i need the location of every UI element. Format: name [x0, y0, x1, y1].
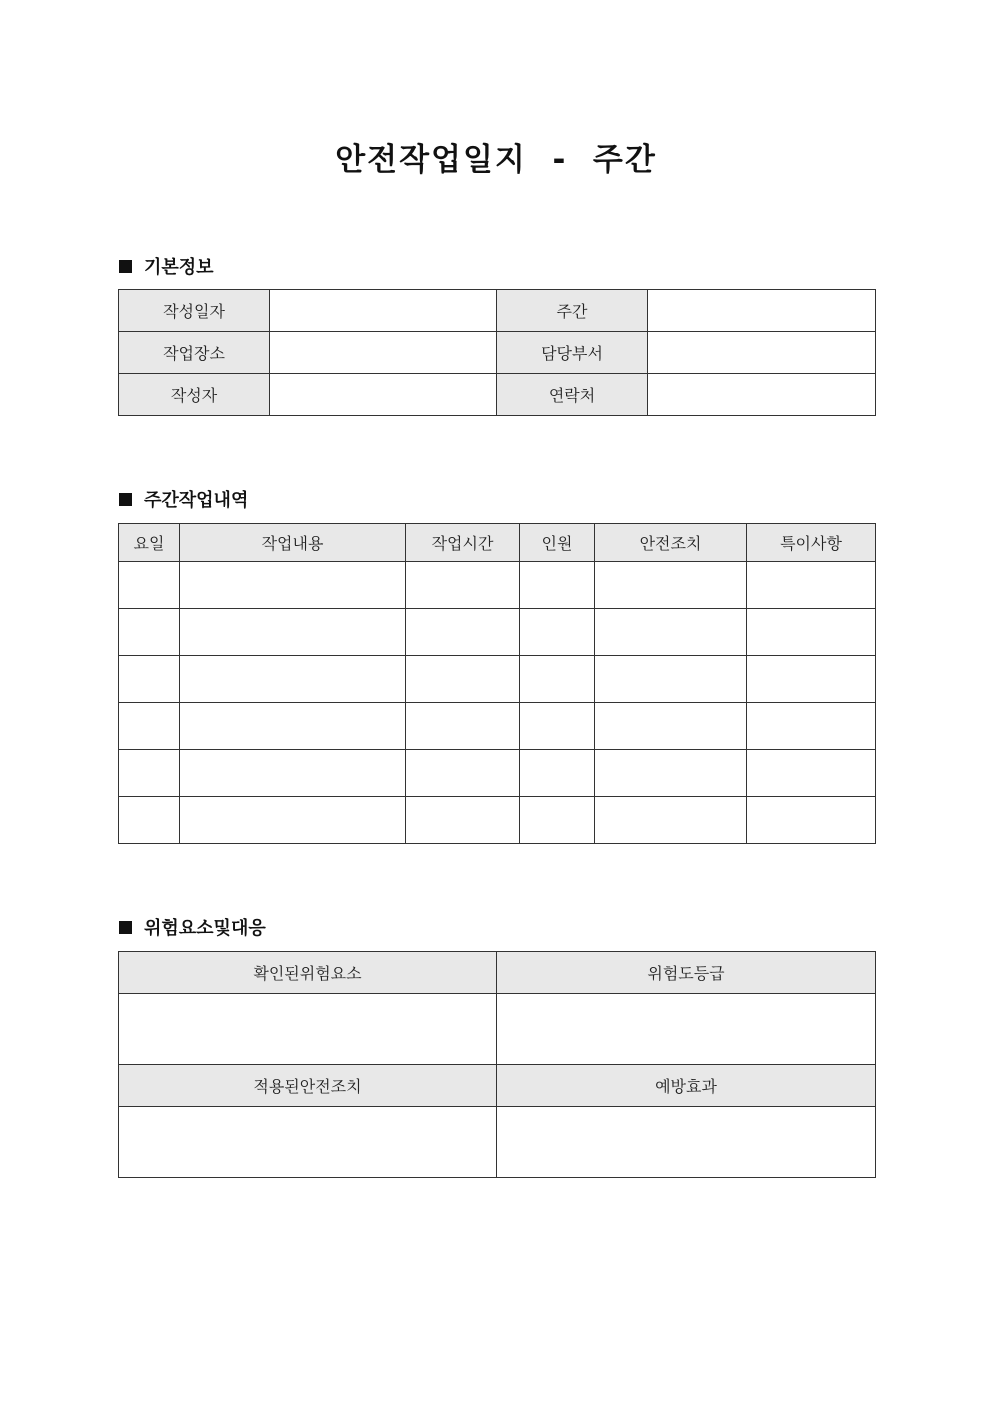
table-row — [119, 656, 876, 703]
risk-level-field[interactable] — [497, 994, 876, 1065]
table-row — [119, 750, 876, 797]
work-time-cell[interactable] — [406, 797, 520, 844]
safety-measures-cell[interactable] — [595, 750, 747, 797]
personnel-cell[interactable] — [520, 656, 595, 703]
section-heading-weekly-work — [119, 486, 248, 512]
safety-measures-cell[interactable] — [595, 703, 747, 750]
table-header-row — [119, 952, 876, 994]
work-content-cell[interactable] — [180, 562, 406, 609]
column-header-work-content: 작업내용 — [180, 524, 406, 562]
work-time-cell[interactable] — [406, 750, 520, 797]
weekly-work-table — [118, 523, 876, 844]
remarks-cell[interactable] — [747, 562, 876, 609]
personnel-cell[interactable] — [520, 797, 595, 844]
column-header-identified-risks: 확인된위험요소 — [119, 952, 497, 994]
day-cell[interactable] — [119, 703, 180, 750]
table-row — [119, 797, 876, 844]
basic-info-table — [118, 289, 876, 416]
square-bullet-icon — [119, 493, 132, 506]
work-time-cell[interactable] — [406, 703, 520, 750]
safety-measures-cell[interactable] — [595, 562, 747, 609]
author-date-label: 작성일자 — [119, 290, 270, 332]
safety-measures-cell[interactable] — [595, 797, 747, 844]
column-header-risk-level: 위험도등급 — [497, 952, 876, 994]
identified-risks-field[interactable] — [119, 994, 497, 1065]
table-row — [119, 1107, 876, 1178]
column-header-applied-safety-measures: 적용된안전조치 — [119, 1065, 497, 1107]
day-cell[interactable] — [119, 562, 180, 609]
remarks-cell[interactable] — [747, 750, 876, 797]
column-header-remarks: 특이사항 — [747, 524, 876, 562]
week-label: 주간 — [497, 290, 648, 332]
column-header-prevention-effect: 예방효과 — [497, 1065, 876, 1107]
prevention-effect-field[interactable] — [497, 1107, 876, 1178]
table-row — [119, 703, 876, 750]
table-row — [119, 562, 876, 609]
section-heading-risk — [119, 914, 266, 940]
applied-safety-measures-field[interactable] — [119, 1107, 497, 1178]
work-time-cell[interactable] — [406, 562, 520, 609]
work-time-cell[interactable] — [406, 656, 520, 703]
remarks-cell[interactable] — [747, 609, 876, 656]
personnel-cell[interactable] — [520, 750, 595, 797]
week-field[interactable] — [648, 290, 876, 332]
column-header-safety-measures: 안전조치 — [595, 524, 747, 562]
personnel-cell[interactable] — [520, 562, 595, 609]
page-title: 안전작업일지 - 주간 — [335, 142, 657, 178]
author-field[interactable] — [270, 374, 497, 416]
section-heading-label: 위험요소및대응 — [144, 918, 266, 939]
day-cell[interactable] — [119, 797, 180, 844]
author-date-field[interactable] — [270, 290, 497, 332]
author-label: 작성자 — [119, 374, 270, 416]
column-header-work-time: 작업시간 — [406, 524, 520, 562]
section-heading-label: 주간작업내역 — [144, 490, 249, 511]
day-cell[interactable] — [119, 609, 180, 656]
column-header-day: 요일 — [119, 524, 180, 562]
table-row — [119, 994, 876, 1065]
personnel-cell[interactable] — [520, 703, 595, 750]
safety-measures-cell[interactable] — [595, 656, 747, 703]
remarks-cell[interactable] — [747, 797, 876, 844]
table-header-row — [119, 1065, 876, 1107]
department-label: 담당부서 — [497, 332, 648, 374]
department-field[interactable] — [648, 332, 876, 374]
work-location-label: 작업장소 — [119, 332, 270, 374]
work-content-cell[interactable] — [180, 750, 406, 797]
contact-field[interactable] — [648, 374, 876, 416]
table-header-row — [119, 524, 876, 562]
square-bullet-icon — [119, 260, 132, 273]
work-content-cell[interactable] — [180, 797, 406, 844]
work-time-cell[interactable] — [406, 609, 520, 656]
work-location-field[interactable] — [270, 332, 497, 374]
safety-measures-cell[interactable] — [595, 609, 747, 656]
table-row — [119, 374, 876, 416]
work-content-cell[interactable] — [180, 609, 406, 656]
work-content-cell[interactable] — [180, 703, 406, 750]
section-heading-basic-info — [119, 253, 214, 279]
work-content-cell[interactable] — [180, 656, 406, 703]
day-cell[interactable] — [119, 656, 180, 703]
contact-label: 연락처 — [497, 374, 648, 416]
personnel-cell[interactable] — [520, 609, 595, 656]
remarks-cell[interactable] — [747, 656, 876, 703]
column-header-personnel: 인원 — [520, 524, 595, 562]
risk-table — [118, 951, 876, 1178]
section-heading-label: 기본정보 — [144, 257, 214, 278]
table-row — [119, 609, 876, 656]
day-cell[interactable] — [119, 750, 180, 797]
table-row — [119, 332, 876, 374]
square-bullet-icon — [119, 921, 132, 934]
remarks-cell[interactable] — [747, 703, 876, 750]
table-row — [119, 290, 876, 332]
